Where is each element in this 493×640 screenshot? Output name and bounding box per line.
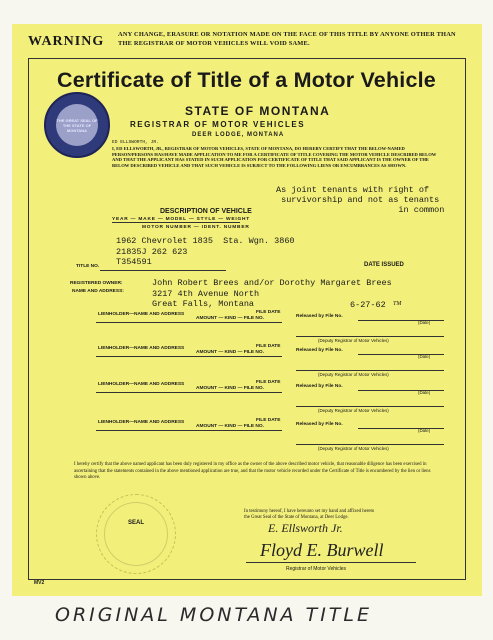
registrar-signature-small: E. Ellsworth Jr. bbox=[268, 521, 343, 535]
title-number-label: TITLE NO. bbox=[76, 264, 100, 269]
released-label: Released by File No. bbox=[296, 422, 343, 427]
date-label: (Date) bbox=[418, 390, 431, 395]
embossed-seal-inner bbox=[104, 502, 168, 566]
date-label: (Date) bbox=[418, 320, 431, 325]
divider bbox=[358, 428, 444, 429]
date-issued-label: DATE ISSUED bbox=[364, 262, 404, 268]
divider bbox=[358, 320, 444, 321]
file-date-label: FILE DATE bbox=[256, 418, 281, 423]
divider bbox=[96, 356, 282, 357]
amount-label: AMOUNT — KIND — FILE NO. bbox=[196, 350, 264, 355]
divider bbox=[358, 390, 444, 391]
vehicle-description-heading: DESCRIPTION OF VEHICLE bbox=[160, 208, 252, 215]
divider bbox=[296, 370, 444, 371]
divider bbox=[296, 336, 444, 337]
divider bbox=[96, 392, 282, 393]
form-number: MV2 bbox=[34, 580, 45, 586]
lienholder-label: LIENHOLDER—NAME AND ADDRESS bbox=[98, 346, 185, 351]
lienholder-label: LIENHOLDER—NAME AND ADDRESS bbox=[98, 312, 185, 317]
certification-text: I, ED ELLSWORTH, JR., REGISTRAR OF MOTOR VEHICLES, STATE OF MONTANA, DO HEREBY CERTIFY THAT THE BELOW-NAMED PERSON/PERSONS HAS/HAVE MADE APPLICATION TO ME FOR A CERTIFICATE OF TITLE COVERING THE MOTOR VEHICLE DESCRIBED BELOW AND THAT THE APPLICANT HAS STATED IN SUCH APPLICATION FOR CERTIFICATE OF TITLE THAT SAID APPLICANT IS THE OWNER OF THE BELOW DESCRIBED VEHICLE AND THAT SUCH VEHICLE IS SUBJECT TO THE FOLLOWING LIENS OR ENCUMBRANCES AS SHOWN. bbox=[112, 146, 437, 168]
great-seal-icon bbox=[44, 92, 110, 158]
seal-label: SEAL bbox=[128, 520, 145, 526]
typed-registrar-name: ED ELLSWORTH, JR. bbox=[112, 140, 159, 145]
registrar-office: REGISTRAR OF MOTOR VEHICLES bbox=[130, 120, 306, 129]
amount-label: AMOUNT — KIND — FILE NO. bbox=[196, 424, 264, 429]
amount-label: AMOUNT — KIND — FILE NO. bbox=[196, 386, 264, 391]
released-label: Released by File No. bbox=[296, 314, 343, 319]
registrar-label: Registrar of Motor Vehicles bbox=[286, 566, 347, 572]
released-label: Released by File No. bbox=[296, 348, 343, 353]
certification-statement: I hereby certify that the above named applicant has been duly registered in my office as the owner of the above described motor vehicle, that reasonable diligence has been exercised in ascertaining that the statements contained in the above mentioned application are true, and that the motor vehicle recorded under the Certificate of Title is encumbered by the lien or liens shown above. bbox=[74, 462, 431, 481]
date-issued-value: 6-27-62 bbox=[350, 300, 386, 310]
vehicle-details: 1962 Chevrolet 1835 Sta. Wgn. 3860 21835J 262 623 T354591 bbox=[116, 236, 295, 267]
divider bbox=[100, 270, 226, 271]
state-name: STATE OF MONTANA bbox=[185, 104, 331, 118]
deputy-label: (Deputy Registrar of Motor Vehicles) bbox=[318, 372, 389, 377]
divider bbox=[296, 444, 444, 445]
certificate-title: Certificate of Title of a Motor Vehicle bbox=[57, 68, 436, 92]
amount-label: AMOUNT — KIND — FILE NO. bbox=[196, 316, 264, 321]
divider bbox=[112, 222, 240, 223]
handwritten-caption: ORIGINAL MONTANA TITLE bbox=[55, 604, 372, 626]
divider bbox=[96, 322, 282, 323]
seal-text: THE GREAT SEAL OF THE STATE OF MONTANA bbox=[56, 118, 98, 133]
registrar-location: DEER LODGE, MONTANA bbox=[192, 132, 285, 138]
registrar-signature: Floyd E. Burwell bbox=[260, 540, 384, 560]
lienholder-label: LIENHOLDER—NAME AND ADDRESS bbox=[98, 382, 185, 387]
testimony-text: In testimony hereof, I have hereunto set my hand and affixed hereto the Great Seal of the State of Montana, at Deer Lodge. bbox=[244, 509, 375, 521]
warning-heading: WARNING bbox=[28, 34, 105, 49]
file-date-label: FILE DATE bbox=[256, 380, 281, 385]
joint-tenancy-note: As joint tenants with right of survivorship and not as tenants in common bbox=[276, 185, 445, 215]
date-suffix: TM bbox=[393, 301, 402, 307]
file-date-label: FILE DATE bbox=[256, 310, 281, 315]
warning-text: ANY CHANGE, ERASURE OR NOTATION MADE ON THE FACE OF THIS TITLE BY ANYONE OTHER THAN THE REGISTRAR OF MOTOR VEHICLES WILL VOID SAME. bbox=[118, 31, 456, 47]
vehicle-labels-line2: MOTOR NUMBER — IDENT. NUMBER bbox=[142, 225, 250, 230]
released-label: Released by File No. bbox=[296, 384, 343, 389]
vehicle-labels-line1: YEAR — MAKE — MODEL — STYLE — WEIGHT bbox=[112, 217, 250, 222]
divider bbox=[96, 430, 282, 431]
deputy-label: (Deputy Registrar of Motor Vehicles) bbox=[318, 446, 389, 451]
divider bbox=[296, 406, 444, 407]
file-date-label: FILE DATE bbox=[256, 344, 281, 349]
date-label: (Date) bbox=[418, 354, 431, 359]
deputy-label: (Deputy Registrar of Motor Vehicles) bbox=[318, 408, 389, 413]
deputy-label: (Deputy Registrar of Motor Vehicles) bbox=[318, 338, 389, 343]
divider bbox=[358, 354, 444, 355]
name-address-label: NAME AND ADDRESS: bbox=[72, 289, 124, 294]
date-label: (Date) bbox=[418, 428, 431, 433]
signature-line bbox=[246, 562, 416, 563]
owner-name-address: John Robert Brees and/or Dorothy Margaret Brees 3217 4th Avenue North Great Falls, Montana bbox=[152, 278, 392, 309]
lienholder-label: LIENHOLDER—NAME AND ADDRESS bbox=[98, 420, 185, 425]
registered-owner-label: REGISTERED OWNER: bbox=[70, 281, 123, 286]
